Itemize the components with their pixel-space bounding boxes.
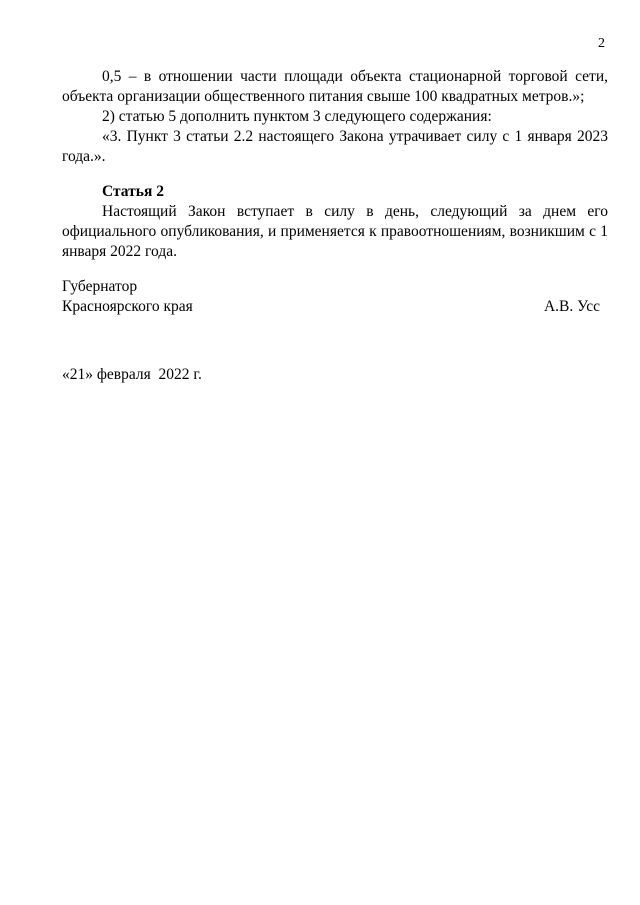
signatory-name: А.В. Усс [543,298,600,315]
signature-block [62,277,600,317]
signature-title-line-2: Красноярского края [62,298,193,315]
document-date: «21» февраля 2022 г. [62,366,202,383]
article-2-heading: Статья 2 [102,183,164,200]
paragraph-3: «3. Пункт 3 статьи 2.2 настоящего Закона утрачивает силу с 1 января 2023 года.». [62,128,608,165]
paragraph-1: 0,5 – в отношении части площади объекта стационарной торговой сети, объекта организации общественного питания свыше 100 квадратных метров.»; [62,68,608,105]
paragraph-2: 2) статью 5 дополнить пунктом 3 следующего содержания: [102,108,492,125]
page-number: 2 [598,36,605,51]
article-2-text: Настоящий Закон вступает в силу в день, следующий за днем его официального опубликования, и применяется к правоотношениям, возникшим с 1 января 2022 года. [62,203,608,260]
signature-title-line-1: Губернатор [62,278,138,295]
signature-row [62,297,600,317]
document-body [62,67,608,262]
